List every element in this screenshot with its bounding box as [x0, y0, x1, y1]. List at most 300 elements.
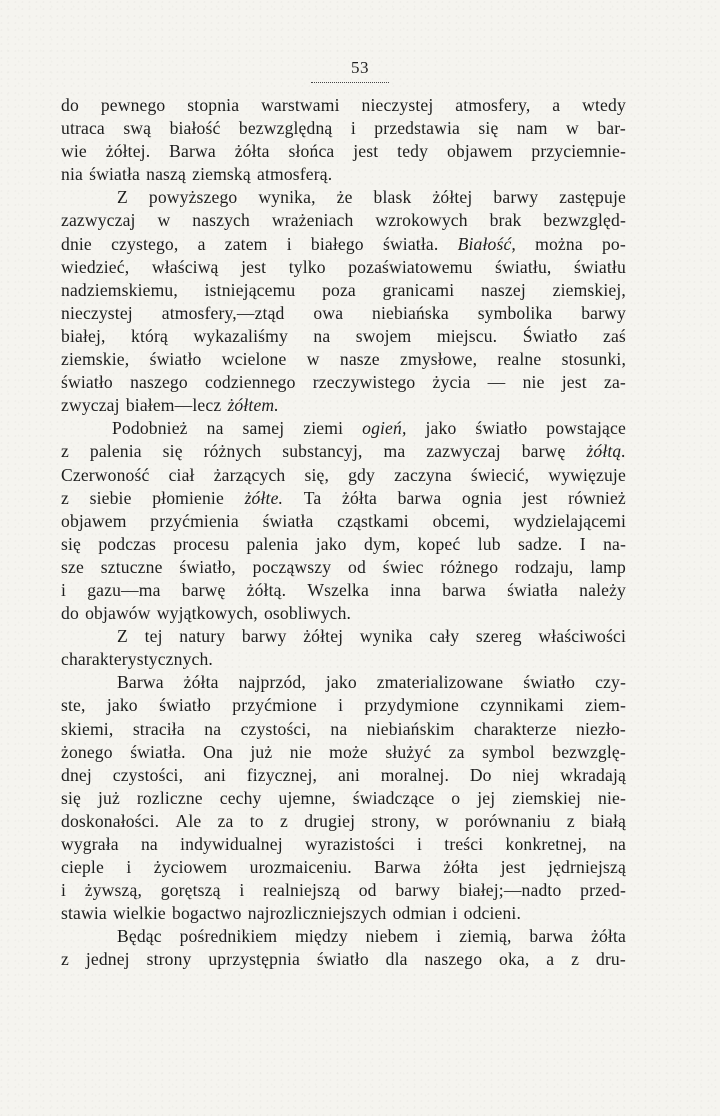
word: białą [591, 810, 626, 831]
word: niej [512, 764, 540, 785]
word: symbolika [477, 302, 553, 323]
word: żółtej [303, 626, 344, 647]
word: tedy [397, 141, 429, 162]
word: stopnia [187, 95, 240, 115]
word: dnie [61, 233, 92, 254]
word: płomienie [152, 487, 224, 508]
word: inna [390, 579, 422, 600]
word: wydzielającemi [513, 510, 626, 531]
word: i [452, 903, 458, 924]
word: wywięzuje [548, 464, 626, 485]
word: na [313, 325, 331, 346]
text-line [61, 440, 626, 463]
word: wrażeniach [271, 210, 354, 231]
text-line [61, 325, 626, 348]
body-text [61, 94, 626, 972]
text-line [61, 648, 626, 671]
text-line [61, 117, 626, 140]
word: między [295, 926, 348, 947]
word: od [358, 880, 377, 901]
word: po- [601, 233, 626, 254]
text-line [61, 94, 626, 117]
word: charakterystycznych. [61, 649, 213, 670]
word: światła [262, 510, 314, 531]
word: osobliwych. [263, 603, 352, 624]
word: czystości, [240, 718, 311, 739]
word: wiedzieć, [61, 256, 130, 277]
word: brak [489, 210, 522, 231]
word: czynnikami [480, 695, 564, 716]
word: charakterze [473, 718, 557, 739]
word: jako [325, 672, 357, 693]
word: rzeczywistego [312, 372, 416, 393]
word: żółta [183, 672, 219, 693]
word: na [330, 718, 348, 739]
word: przyciemnie- [531, 141, 626, 162]
word: światło [159, 695, 211, 716]
word: właściwą [151, 256, 219, 277]
word: ziemi [303, 418, 344, 439]
word: naszego [130, 372, 188, 393]
word: światłu, [495, 256, 552, 277]
word: nasze [339, 349, 380, 370]
word: barwa [397, 487, 442, 508]
word: światło [475, 418, 528, 439]
word: poza [322, 279, 356, 300]
word: cały [429, 626, 460, 647]
text-line [61, 787, 626, 810]
word: odmian [392, 903, 447, 924]
word: światła [507, 579, 558, 600]
text-line [61, 302, 626, 325]
word: rodzaju, [514, 556, 574, 577]
word: białej, [61, 325, 106, 346]
word: słońca [288, 141, 335, 162]
text-line [61, 579, 626, 602]
word: wyrazistości [304, 834, 395, 854]
text-line [61, 233, 626, 256]
word: już [250, 741, 273, 762]
word: jednej [85, 949, 130, 970]
word: Będąc [117, 926, 162, 947]
text-line [61, 279, 626, 302]
word: przedstawia [374, 118, 460, 139]
word: żółta [234, 141, 270, 162]
word: ciał [168, 464, 195, 485]
word: realniejszą [263, 880, 340, 901]
word: zmaterializowane [376, 672, 504, 693]
word: się [162, 441, 183, 462]
word: i [61, 579, 67, 600]
text-line [61, 348, 626, 371]
word: jest [353, 141, 379, 162]
word: atmosferą. [257, 164, 333, 185]
word: rozliczne [136, 787, 203, 808]
word: ognia [461, 487, 502, 508]
text-line [61, 671, 626, 694]
word: dla [385, 949, 408, 970]
word: ma [383, 441, 406, 462]
word: niebem [365, 926, 419, 947]
word: jędrniejszą [548, 857, 626, 878]
word: miejscu. [436, 325, 498, 346]
word: niebiańskim [366, 718, 455, 739]
word: wielkie [113, 903, 166, 924]
text-line [61, 741, 626, 764]
word: treści [444, 834, 484, 854]
word: że [336, 187, 353, 208]
word: fizycznej, [246, 764, 318, 785]
word: na [204, 718, 222, 739]
word: wkradają [560, 764, 626, 785]
word: palenia [246, 533, 299, 554]
word: naszych [192, 210, 250, 231]
word: lub [477, 533, 501, 554]
word: na- [603, 533, 626, 554]
page-number: 53 [351, 58, 369, 77]
word: i [239, 880, 245, 901]
word: zaczyna [394, 464, 452, 485]
word: światła [89, 164, 140, 185]
word: czystego, [111, 233, 179, 254]
word: światło [61, 372, 113, 393]
word: białość [169, 118, 221, 139]
word: do [61, 603, 79, 624]
word: wynika, [258, 187, 316, 208]
word: z [280, 810, 288, 831]
word: ani [337, 764, 360, 785]
word: atmosfery, [455, 95, 531, 115]
word: zaś [603, 325, 626, 346]
word: się, [304, 464, 329, 485]
word: za [217, 810, 234, 831]
word: objawem [61, 510, 127, 531]
word: naszego [424, 949, 483, 970]
text-line [61, 487, 626, 510]
word: siebie [89, 487, 132, 508]
word: żółtej [432, 187, 473, 208]
word: Barwa [117, 672, 164, 693]
word: żółtej. [105, 141, 151, 162]
word: dym, [363, 533, 401, 554]
word: Ona [203, 741, 233, 762]
word: o [451, 787, 461, 808]
word: podczas [98, 533, 157, 554]
word: na [140, 834, 158, 854]
word: światło [316, 949, 369, 970]
word: nie- [598, 787, 626, 808]
word: ziemią, [459, 926, 512, 947]
word: służyć [385, 741, 432, 762]
word: pozaświatowemu [348, 256, 473, 277]
word: zatem [224, 233, 268, 254]
word: obcemi, [432, 510, 490, 531]
word: gazu—ma [87, 579, 161, 600]
word: jako [106, 695, 138, 716]
word: białej;—nadto [458, 880, 562, 901]
word: i [126, 857, 132, 878]
text-line [61, 186, 626, 209]
word: atmosfery,—ztąd [161, 302, 285, 323]
word: żonego [61, 741, 113, 762]
word: Ta [303, 487, 322, 508]
word: przyćmienia [150, 510, 239, 531]
word: jako [315, 533, 347, 554]
word: gorętszą [160, 880, 221, 901]
word: sadze. [517, 533, 563, 554]
word: jest [241, 256, 267, 277]
word: żółta [342, 487, 377, 508]
word: to [249, 810, 264, 831]
word: bezwzględną [238, 118, 333, 139]
word: substancyj, [282, 441, 363, 462]
word: barwy [241, 626, 287, 647]
word: cząstkami [337, 510, 409, 531]
word: kopeć [417, 533, 461, 554]
word: niebiańska [372, 302, 449, 323]
word: cieple [61, 857, 104, 878]
word: odcieni. [463, 903, 522, 924]
word: porównaniu [465, 810, 551, 831]
word: Z [117, 626, 128, 647]
word: Barwa [374, 857, 421, 878]
word: tej [144, 626, 163, 647]
word: swojem [355, 325, 412, 346]
word: nia [61, 164, 83, 185]
word: ziemskiej, [552, 279, 626, 300]
word: nie [522, 372, 545, 393]
word: wygrała [61, 834, 119, 854]
word: światłu [574, 256, 626, 277]
word: blask [373, 187, 412, 208]
word: na [206, 418, 224, 439]
text-line [61, 694, 626, 717]
word: szereg [475, 626, 522, 647]
word: świec [382, 556, 424, 577]
word: już [97, 787, 120, 808]
word: barwy [395, 880, 441, 901]
word: urozmaiceniu. [249, 857, 352, 878]
word: moralnej. [380, 764, 449, 785]
word: ziem- [585, 695, 626, 716]
word: żółta [443, 857, 479, 878]
word: w [157, 210, 171, 231]
word: codziennego [205, 372, 296, 393]
word: czy- [595, 672, 626, 693]
word: bogactwo [172, 903, 242, 924]
word: nadziemskiemu, [61, 279, 178, 300]
word: barwa [442, 579, 486, 600]
text-line [61, 833, 626, 856]
text-line [61, 394, 626, 417]
text-line [61, 209, 626, 232]
word: ziemską [192, 164, 251, 185]
word: i [286, 233, 292, 254]
word: jest [561, 372, 587, 393]
word: właściwości [538, 626, 626, 647]
word: bar- [597, 118, 626, 139]
word: warstwami [261, 95, 340, 115]
word: oka, [499, 949, 530, 970]
word: jako [425, 418, 457, 439]
word: zmysłowe, [400, 349, 478, 370]
word: różnego [440, 556, 499, 577]
word: a [552, 95, 561, 115]
word: z [566, 810, 575, 831]
word: na [609, 834, 626, 854]
word: swą [123, 118, 152, 139]
word: stawia [61, 903, 107, 924]
word: jest [522, 487, 548, 508]
word: najprzód, [238, 672, 306, 693]
word: od [348, 556, 366, 577]
word: konkretnej, [505, 834, 587, 854]
word: i [350, 118, 356, 139]
word: ziemskie, [61, 349, 130, 370]
word: i [436, 926, 442, 947]
word: pośrednikiem [179, 926, 278, 947]
word: najrozliczniejszych [247, 903, 387, 924]
word: począwszy [252, 556, 332, 577]
word: powyższego [148, 187, 238, 208]
word: również [568, 487, 626, 508]
word: światło [523, 672, 576, 693]
word: światła. [382, 233, 439, 254]
word: Białość, [457, 233, 516, 254]
word: dru- [595, 949, 626, 970]
text-line [61, 879, 626, 902]
text-line [61, 371, 626, 394]
word: świecić, [470, 464, 530, 485]
word: jest [500, 857, 526, 878]
word: do [61, 95, 79, 115]
word: cechy [219, 787, 262, 808]
text-line [61, 625, 626, 648]
word: żółta [591, 926, 626, 947]
word: gdy [348, 464, 375, 485]
text-line [61, 556, 626, 579]
word: zazwyczaj [61, 210, 136, 231]
word: lamp [590, 556, 626, 577]
page-number-rule [311, 82, 389, 83]
text-line [61, 764, 626, 787]
word: ani [203, 764, 226, 785]
text-line [61, 140, 626, 163]
word: w [306, 349, 320, 370]
word: symbol [482, 741, 535, 762]
text-line [61, 810, 626, 833]
word: strony, [371, 810, 420, 831]
word: naszą [146, 164, 186, 185]
word: straciła [132, 718, 185, 739]
word: światło, [179, 556, 236, 577]
word: barwę [181, 579, 226, 600]
word: się [61, 533, 81, 554]
word: doskonałości. [61, 810, 160, 831]
word: indywidualnej [180, 834, 283, 854]
word: wyjątkowych, [156, 603, 258, 624]
word: barwa [529, 926, 574, 947]
word: utraca [61, 118, 105, 139]
word: zastępuje [559, 187, 626, 208]
word: skiemi, [61, 718, 114, 739]
word: granicami [382, 279, 455, 300]
word: z [61, 949, 69, 970]
word: a [197, 233, 206, 254]
word: objawów [85, 603, 151, 624]
word: wzrokowych [375, 210, 468, 231]
word: Barwa [169, 141, 216, 162]
word: a [546, 949, 555, 970]
word: drugiej [304, 810, 356, 831]
text-line [61, 948, 626, 971]
word: powstające [546, 418, 626, 439]
word: Wszelka [307, 579, 369, 600]
word: białem—lecz [125, 395, 222, 416]
word: istniejącemu [204, 279, 296, 300]
word: Światło [522, 325, 578, 346]
word: bezwzględ- [543, 210, 626, 231]
word: owa [313, 302, 344, 323]
word: bezwzglę- [552, 741, 626, 762]
word: białego [310, 233, 364, 254]
word: dnej [61, 764, 92, 785]
text-line [61, 856, 626, 879]
word: tylko [288, 256, 326, 277]
text-line [61, 163, 626, 186]
word: Czerwoność [61, 464, 150, 485]
text-line [61, 256, 626, 279]
text-line [61, 925, 626, 948]
word: żółtą. [586, 441, 626, 462]
word: niezło- [576, 718, 626, 739]
word: barwę [521, 441, 566, 462]
word: wynika [359, 626, 413, 647]
word: palenia [89, 441, 142, 462]
word: Z [117, 187, 128, 208]
word: wie [61, 141, 87, 162]
text-line [61, 464, 626, 487]
word: Podobnież [112, 418, 188, 439]
word: Do [469, 764, 492, 785]
word: życia [432, 372, 471, 393]
word: sztuczne [100, 556, 163, 577]
word: barwy [493, 187, 539, 208]
word: wcielone [221, 349, 287, 370]
text-line [61, 718, 626, 741]
word: którą [131, 325, 168, 346]
word: jej [477, 787, 496, 808]
word: należy [579, 579, 626, 600]
text-line [61, 602, 626, 625]
word: objawem [446, 141, 513, 162]
word: w [566, 118, 579, 139]
word: nam [516, 118, 548, 139]
word: z [61, 487, 69, 508]
word: — [487, 372, 506, 393]
word: z [61, 441, 69, 462]
word: pewnego [100, 95, 166, 115]
word: ziemskiej [512, 787, 582, 808]
text-line [61, 902, 626, 925]
word: nie [289, 741, 312, 762]
word: uprzystępnia [208, 949, 301, 970]
word: zwyczaj [61, 395, 120, 416]
word: realne [497, 349, 542, 370]
word: nieczystej [61, 302, 133, 323]
word: Ale [175, 810, 202, 831]
word: nieczystej [361, 95, 434, 115]
